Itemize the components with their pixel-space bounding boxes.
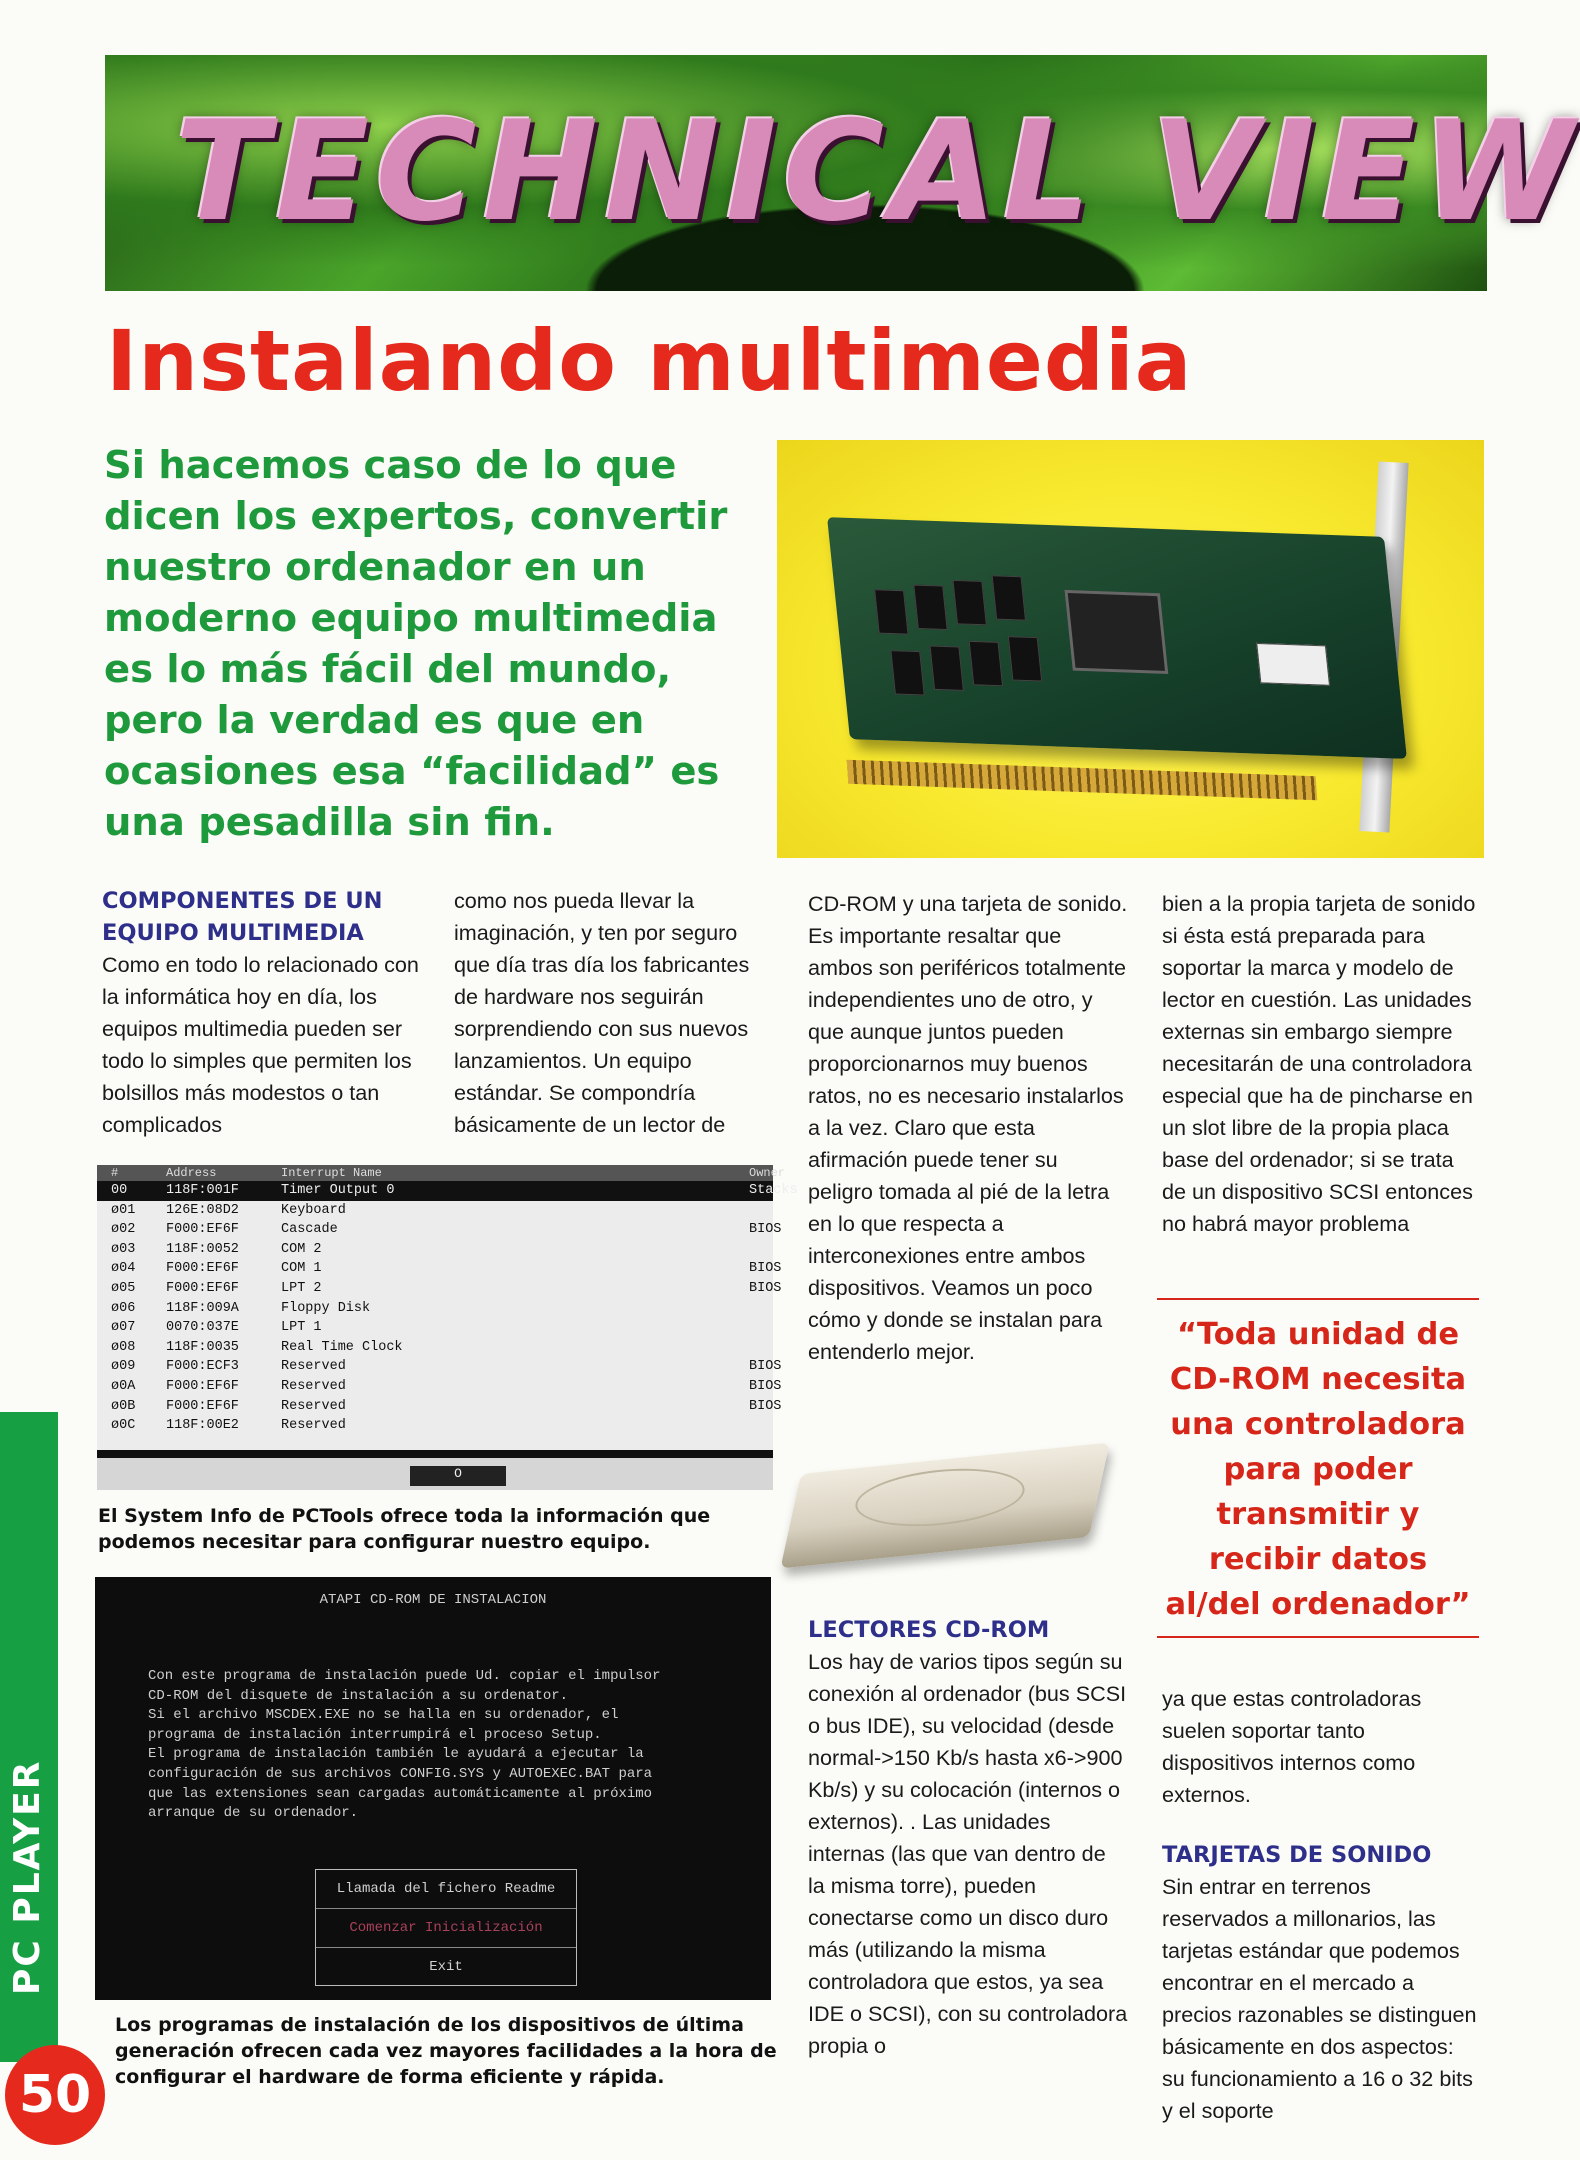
sysinfo-row bbox=[97, 1240, 773, 1260]
column-2 bbox=[454, 885, 779, 1141]
card-chip bbox=[952, 580, 986, 625]
sysinfo-cell-number: ø0A bbox=[111, 1378, 136, 1394]
sysinfo-cell-address: 118F:0035 bbox=[166, 1339, 239, 1355]
sysinfo-row bbox=[97, 1416, 773, 1436]
sysinfo-row bbox=[97, 1220, 782, 1240]
menu-item-readme[interactable]: Llamada del fichero Readme bbox=[316, 1870, 576, 1909]
sysinfo-cell-name: Floppy Disk bbox=[281, 1300, 371, 1316]
sysinfo-cell-owner: BIOS bbox=[749, 1398, 782, 1414]
column-4-text-3: Sin entrar en terrenos reservados a millonarios, las tarjetas estándar que podemos encontrar en el mercado a precios razonables se distinguen básicamente en dos aspectos: su funcionamiento a 16 o 32 bits y el soporte bbox=[1162, 1874, 1477, 2123]
column-1-text: Como en todo lo relacionado con la informática hoy en día, los equipos multimedia pueden ser todo lo simples que permiten los bolsillos más modestos o tan complicados bbox=[102, 952, 419, 1137]
sysinfo-cell-name: COM 1 bbox=[281, 1261, 322, 1277]
card-chip bbox=[874, 589, 908, 634]
sysinfo-cell-owner: Stacks bbox=[749, 1183, 798, 1198]
sysinfo-cell-number: ø06 bbox=[111, 1300, 136, 1316]
setup-line: Si el archivo MSCDEX.EXE no se halla en su ordenador, el bbox=[148, 1707, 619, 1724]
sysinfo-cell-address: F000:EF6F bbox=[166, 1378, 239, 1394]
sysinfo-cell-number: ø0C bbox=[111, 1418, 136, 1434]
sysinfo-cell-name: Timer Output 0 bbox=[281, 1183, 395, 1198]
sysinfo-cell-owner: BIOS bbox=[749, 1261, 782, 1277]
column-4-bottom bbox=[1162, 1683, 1482, 2127]
subheading-componentes: COMPONENTES DE UN EQUIPO MULTIMEDIA bbox=[102, 888, 383, 946]
card-gold-fingers bbox=[847, 760, 1318, 801]
card-chip bbox=[913, 585, 947, 630]
sysinfo-cell-name: Reserved bbox=[281, 1418, 346, 1434]
sysinfo-cell-number: ø04 bbox=[111, 1261, 136, 1277]
card-label-chip bbox=[1256, 643, 1330, 686]
setup-caption: Los programas de instalación de los dispositivos de última generación ofrecen cada vez mayores facilidades a la hora de configurar el hardware de forma eficiente y rápida. bbox=[115, 2014, 777, 2088]
sysinfo-screenshot bbox=[97, 1165, 798, 1490]
setup-body-text bbox=[148, 1667, 748, 1824]
sysinfo-cell-address: F000:EF6F bbox=[166, 1261, 239, 1277]
sysinfo-row bbox=[97, 1397, 782, 1417]
setup-line: arranque de su ordenador. bbox=[148, 1805, 359, 1822]
column-4 bbox=[1162, 888, 1482, 1240]
setup-line: CD-ROM del disquete de instalación a su ordenator. bbox=[148, 1687, 569, 1704]
sysinfo-col-number: # bbox=[111, 1166, 119, 1180]
sysinfo-cell-owner bbox=[749, 1338, 787, 1358]
sysinfo-cell-number: ø07 bbox=[111, 1320, 136, 1336]
sysinfo-cell-name: Reserved bbox=[281, 1359, 346, 1375]
sysinfo-row bbox=[97, 1201, 773, 1221]
sysinfo-row bbox=[97, 1299, 773, 1319]
sysinfo-col-owner: Owner bbox=[749, 1166, 786, 1180]
sysinfo-cell-name: Real Time Clock bbox=[281, 1339, 403, 1355]
sysinfo-cell-number: ø08 bbox=[111, 1339, 136, 1355]
sysinfo-cell-address: 118F:00E2 bbox=[166, 1418, 239, 1434]
setup-menu bbox=[315, 1869, 577, 1986]
setup-line: Con este programa de instalación puede Ud. copiar el impulsor bbox=[148, 1668, 661, 1684]
cdrom-drive-photo bbox=[785, 1418, 1115, 1588]
column-4-text-2: ya que estas controladoras suelen soportar tanto dispositivos internos como externos. bbox=[1162, 1686, 1422, 1807]
sysinfo-cell-name: LPT 2 bbox=[281, 1280, 322, 1296]
sysinfo-header bbox=[97, 1165, 786, 1181]
sysinfo-cell-number: ø05 bbox=[111, 1280, 136, 1296]
sysinfo-cell-address: F000:EF6F bbox=[166, 1398, 239, 1414]
sysinfo-row bbox=[97, 1259, 782, 1279]
sysinfo-cell-address: F000:EF6F bbox=[166, 1280, 239, 1296]
sysinfo-cell-owner bbox=[749, 1416, 787, 1436]
sysinfo-row bbox=[97, 1279, 782, 1299]
subheading-tarjetas: TARJETAS DE SONIDO bbox=[1162, 1842, 1432, 1868]
sysinfo-cell-name: Reserved bbox=[281, 1378, 346, 1394]
sysinfo-status-bar bbox=[97, 1450, 773, 1490]
subheading-lectores: LECTORES CD-ROM bbox=[808, 1617, 1050, 1643]
setup-screenshot bbox=[95, 1577, 771, 2000]
sysinfo-cell-address: 118F:009A bbox=[166, 1300, 239, 1316]
sysinfo-cell-name: Keyboard bbox=[281, 1202, 346, 1218]
menu-item-inicializacion[interactable]: Comenzar Inicialización bbox=[316, 1909, 576, 1948]
banner-technical-view bbox=[105, 55, 1580, 291]
sysinfo-cell-number: 00 bbox=[111, 1183, 128, 1198]
sysinfo-cell-number: ø09 bbox=[111, 1359, 136, 1375]
sysinfo-cell-name: COM 2 bbox=[281, 1241, 322, 1257]
sysinfo-cell-number: ø0B bbox=[111, 1398, 136, 1414]
banner-title: TECHNICAL VIEW bbox=[175, 91, 1580, 252]
pull-quote: “Toda unidad de CD-ROM necesita una controladora para poder transmitir y recibir datos al/del ordenador” bbox=[1157, 1298, 1479, 1638]
sysinfo-cell-name: Reserved bbox=[281, 1398, 346, 1414]
card-chip bbox=[969, 641, 1003, 686]
sysinfo-cell-address: 0070:037E bbox=[166, 1320, 239, 1336]
column-3-bottom bbox=[808, 1614, 1128, 2062]
setup-line: programa de instalación interrumpirá el proceso Setup. bbox=[148, 1726, 602, 1743]
column-4-text: bien a la propia tarjeta de sonido si ésta está preparada para soportar la marca y modelo de lector en cuestión. Las unidades externas sin embargo siempre necesitarán de una controladora especial que ha de pincharse en un slot libre de la propia placa base del ordenador; si se trata de un dispositivo SCSI entonces no habrá mayor problema bbox=[1162, 891, 1476, 1236]
sysinfo-cell-name: LPT 1 bbox=[281, 1320, 322, 1336]
menu-item-exit[interactable]: Exit bbox=[429, 1959, 463, 1975]
sysinfo-cell-address: F000:EF6F bbox=[166, 1222, 239, 1238]
card-chip bbox=[890, 650, 924, 695]
setup-title: ATAPI CD-ROM DE INSTALACION bbox=[319, 1592, 547, 1608]
sysinfo-cell-number: ø03 bbox=[111, 1241, 136, 1257]
sysinfo-cell-address: 126E:08D2 bbox=[166, 1202, 239, 1218]
setup-line: que las extensiones sean cargadas automáticamente al próximo bbox=[148, 1785, 653, 1802]
sysinfo-row bbox=[97, 1357, 782, 1377]
sysinfo-scroll-indicator: O bbox=[410, 1466, 506, 1486]
sysinfo-col-name: Interrupt Name bbox=[281, 1166, 382, 1180]
column-2-text: como nos pueda llevar la imaginación, y ten por seguro que día tras día los fabricantes de hardware nos seguirán sorprendiendo con sus nuevos lanzamientos. Un equipo estándar. Se compondría básicamente de un lector de bbox=[454, 888, 750, 1137]
sysinfo-cell-address: 118F:001F bbox=[166, 1183, 239, 1198]
sysinfo-rows bbox=[97, 1181, 798, 1436]
sysinfo-row bbox=[97, 1338, 773, 1358]
page-number: 50 bbox=[5, 2045, 105, 2145]
sysinfo-cell-owner bbox=[749, 1299, 787, 1319]
sysinfo-cell-owner bbox=[749, 1318, 787, 1338]
sysinfo-cell-number: ø02 bbox=[111, 1222, 136, 1238]
sysinfo-cell-owner bbox=[749, 1201, 787, 1221]
article-intro: Si hacemos caso de lo que dicen los expertos, convertir nuestro ordenador en un moderno equipo multimedia es lo más fácil del mundo, pero la verdad es que en ocasiones esa “facilidad” es una pesadilla sin fin. bbox=[104, 443, 728, 845]
sysinfo-cell-address: 118F:0052 bbox=[166, 1241, 239, 1257]
sysinfo-row bbox=[97, 1377, 782, 1397]
card-pcb bbox=[827, 517, 1407, 759]
sysinfo-cell-address: F000:ECF3 bbox=[166, 1359, 239, 1375]
column-1 bbox=[102, 885, 422, 1141]
column-3-text-2: Es importante resaltar que ambos son periféricos totalmente independientes uno de otro, y que aunque juntos pueden proporcionarnos muy buenos ratos, no es necesario instalarlos a la vez. Claro que esta afirmación puede tener su peligro tomada al pié de la letra en lo que respecta a interconexiones entre ambos dispositivos. Veamos un poco cómo y donde se instalan para entenderlo mejor. bbox=[808, 923, 1127, 1364]
sysinfo-cell-name: Cascade bbox=[281, 1222, 338, 1238]
setup-line: configuración de sus archivos CONFIG.SYS y AUTOEXEC.BAT para bbox=[148, 1765, 653, 1782]
column-3-text: CD-ROM y una tarjeta de sonido. bbox=[808, 891, 1128, 916]
column-3 bbox=[808, 888, 1128, 1368]
setup-line: El programa de instalación también le ayudará a ejecutar la bbox=[148, 1746, 644, 1763]
card-chip bbox=[930, 645, 964, 690]
sysinfo-cell-owner: BIOS bbox=[749, 1378, 782, 1394]
sysinfo-cell-owner: BIOS bbox=[749, 1359, 782, 1375]
column-3-text-3: Los hay de varios tipos según su conexión al ordenador (bus SCSI o bus IDE), su velocidad (desde normal->150 Kb/s hasta x6->900 Kb/s) y su colocación (internos o externos). . Las unidades internas (las que van dentro de la misma torre), pueden conectarse como un disco duro más (utilizando la misma controladora que estos, ya sea IDE o SCSI), con su controladora propia o bbox=[808, 1649, 1128, 2058]
sound-card-photo bbox=[777, 440, 1484, 858]
sysinfo-cell-owner: BIOS bbox=[749, 1222, 782, 1238]
sysinfo-caption: El System Info de PCTools ofrece toda la información que podemos necesitar para configurar nuestro equipo. bbox=[98, 1505, 711, 1553]
sysinfo-cell-number: ø01 bbox=[111, 1202, 136, 1218]
sysinfo-cell-owner: BIOS bbox=[749, 1280, 782, 1296]
card-chip bbox=[992, 575, 1026, 620]
sysinfo-row bbox=[97, 1181, 798, 1201]
sysinfo-col-address: Address bbox=[166, 1166, 217, 1180]
magazine-label: PC PLAYER bbox=[7, 1759, 48, 1995]
sysinfo-cell-owner bbox=[749, 1240, 787, 1260]
card-chip bbox=[1008, 636, 1042, 681]
article-headline: Instalando multimedia bbox=[106, 312, 1193, 410]
card-main-chip bbox=[1064, 590, 1168, 674]
sysinfo-row bbox=[97, 1318, 773, 1338]
